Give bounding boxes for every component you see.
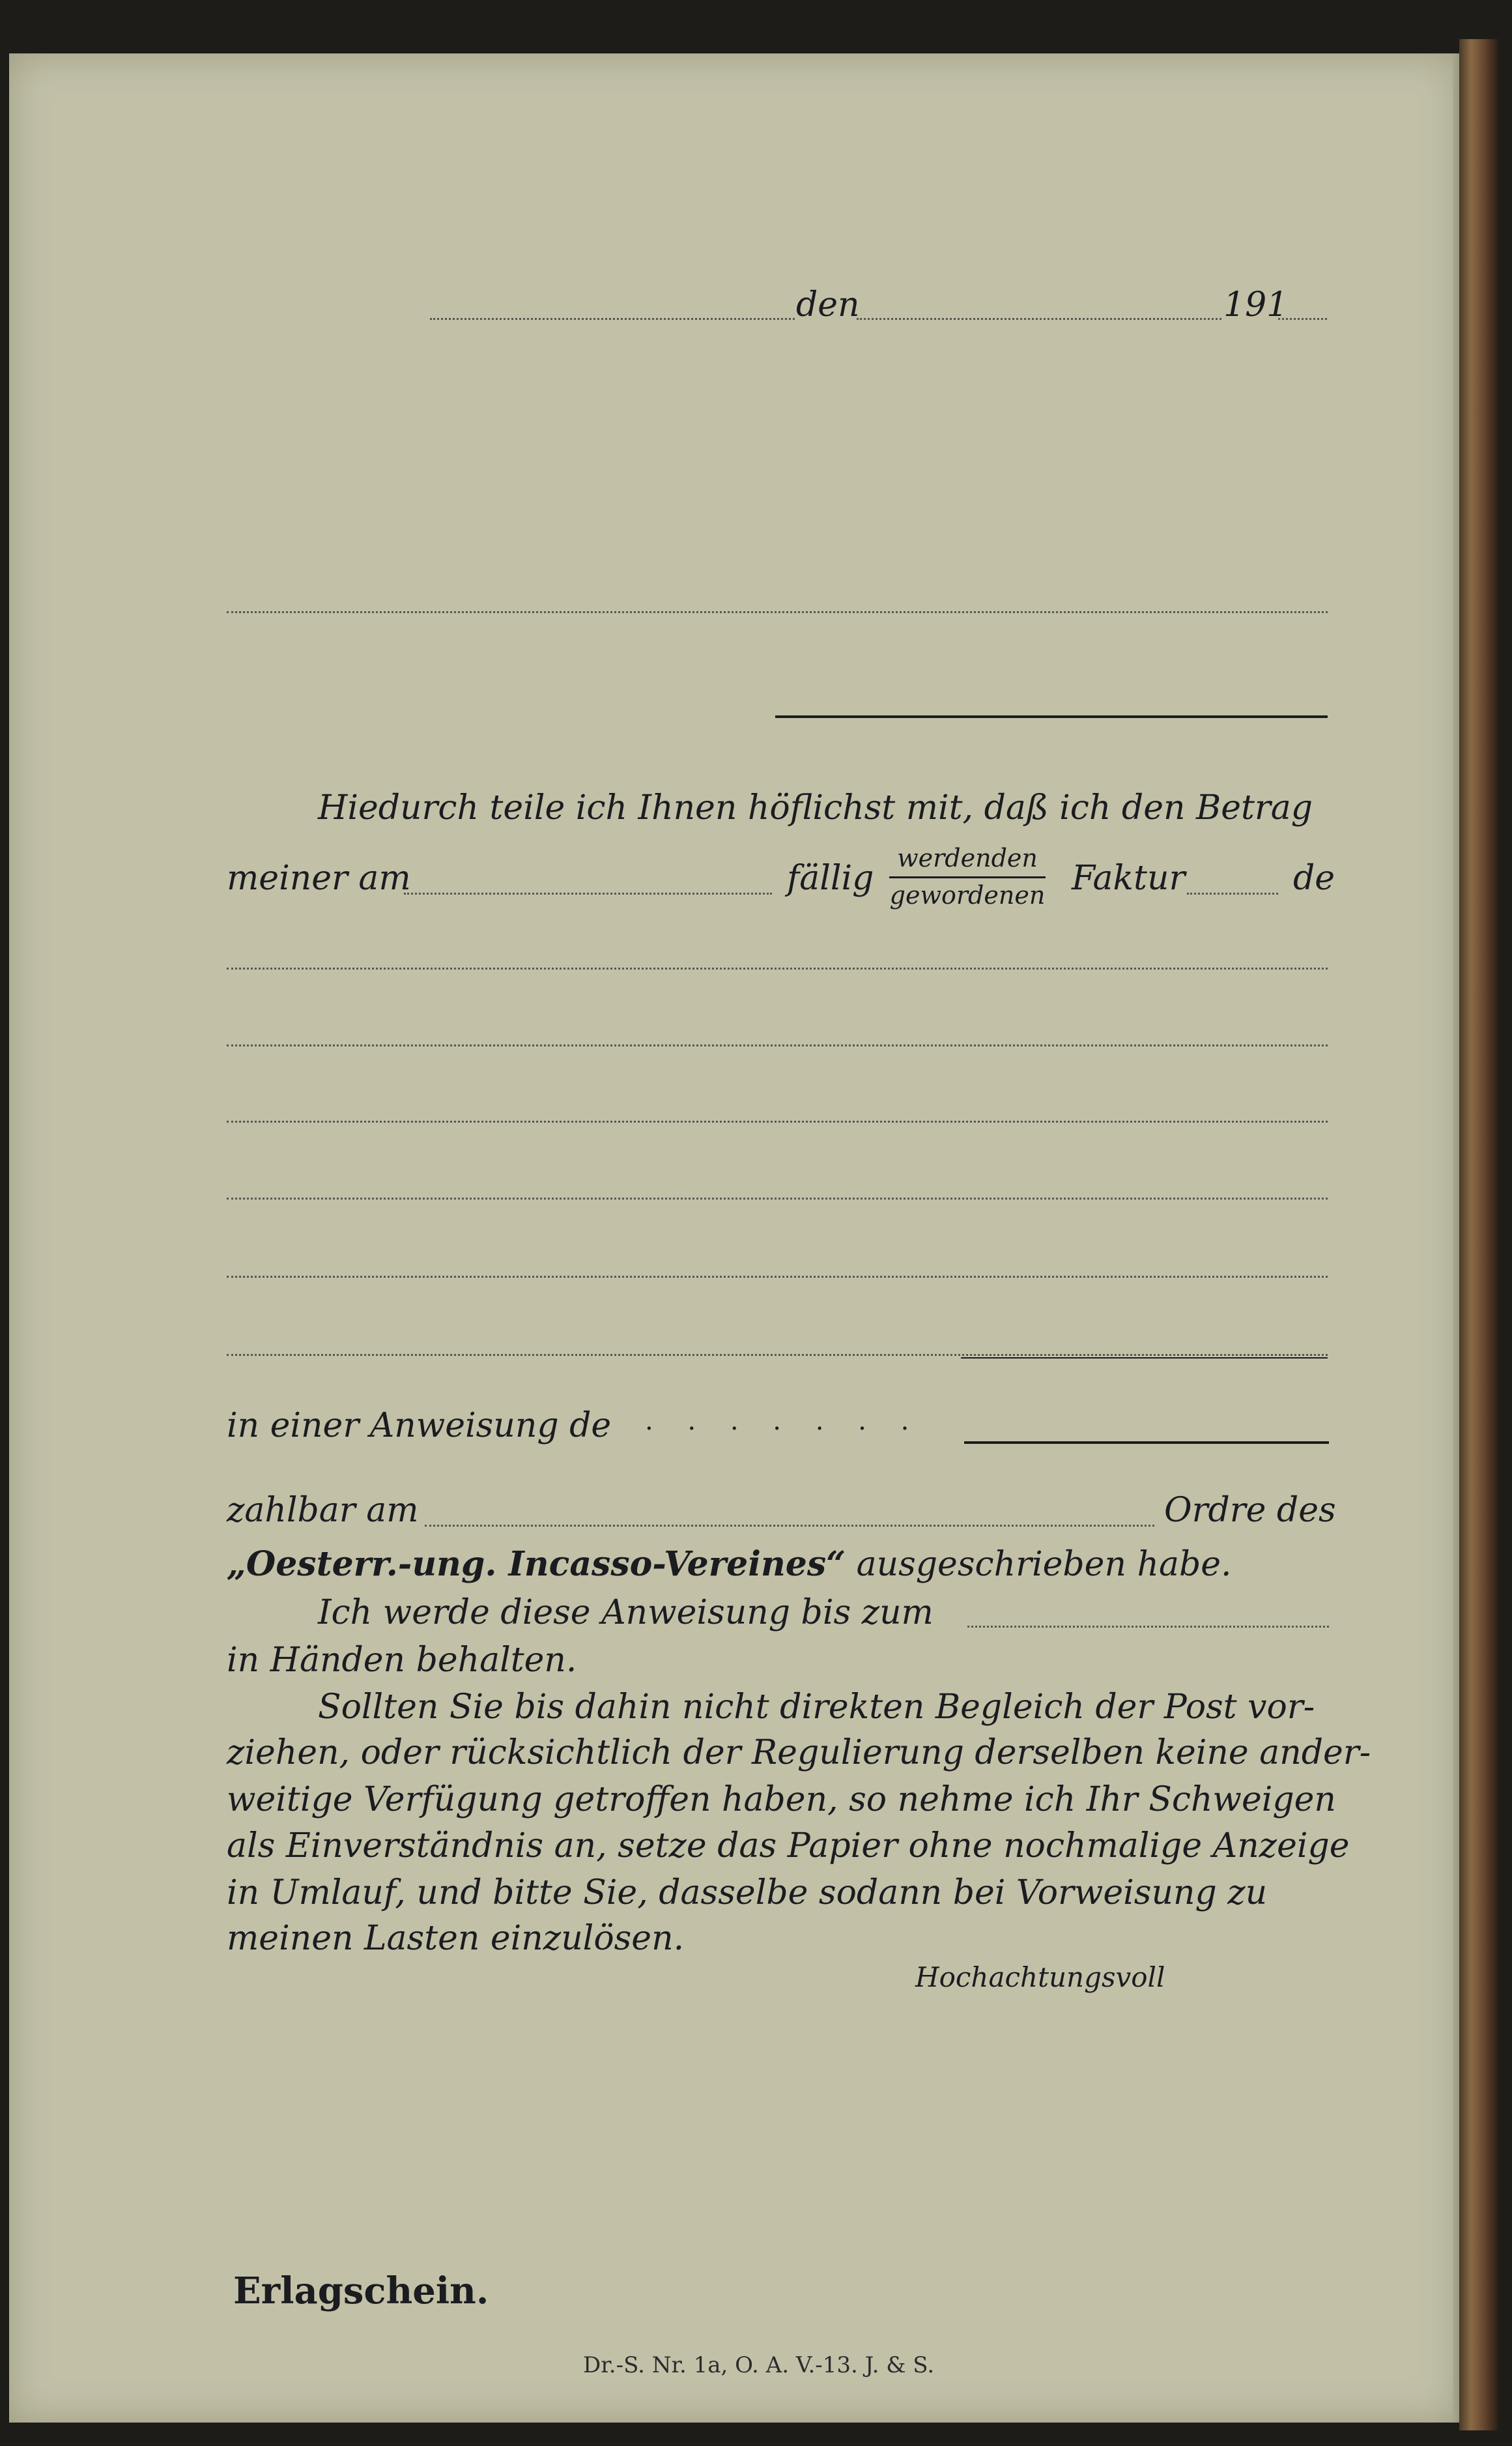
- body-line-2: in Händen behalten.: [227, 1641, 577, 1680]
- body-line-7: in Umlauf, und bitte Sie, dasselbe sodann bei Vorweisung zu: [227, 1873, 1268, 1912]
- verein-line: [227, 1544, 1232, 1584]
- year-field[interactable]: [1278, 318, 1327, 320]
- blank-underline: [961, 1357, 1328, 1359]
- payable-date-field[interactable]: [425, 1525, 1154, 1527]
- de-label: de: [1293, 859, 1335, 898]
- blank-line-6[interactable]: [227, 1354, 1328, 1356]
- faktur-label: Faktur: [1072, 859, 1186, 898]
- ausgeschrieben-text: ausgeschrieben habe.: [856, 1545, 1232, 1584]
- body-line-4: ziehen, oder rücksichtlich der Regulierung derselben keine ander-: [227, 1733, 1371, 1772]
- werdenden-option: werdenden: [897, 844, 1038, 872]
- book-spine: [1459, 39, 1498, 2430]
- imprint: Dr.-S. Nr. 1a, O. A. V.-13. J. & S.: [583, 2352, 935, 2378]
- due-date-field[interactable]: [404, 893, 772, 895]
- intro-line: Hiedurch teile ich Ihnen höflichst mit, daß ich den Betrag: [318, 788, 1313, 827]
- body-line-1: Ich werde diese Anweisung bis zum: [318, 1593, 934, 1632]
- zahlbar-am-label: zahlbar am: [227, 1491, 419, 1530]
- blank-line-5[interactable]: [227, 1276, 1328, 1278]
- meiner-am-label: meiner am: [227, 859, 411, 898]
- blank-line-1[interactable]: [227, 968, 1328, 970]
- date-field[interactable]: [857, 318, 1221, 320]
- recipient-line[interactable]: [227, 611, 1328, 613]
- amount-field[interactable]: [964, 1441, 1329, 1444]
- verein-name: „Oesterr.-ung. Incasso-Vereines“: [227, 1544, 846, 1584]
- blank-line-4[interactable]: [227, 1198, 1328, 1200]
- den-label: den: [796, 285, 860, 324]
- form-page: [9, 53, 1459, 2423]
- year-prefix: 191: [1223, 285, 1289, 324]
- faellig-label: fällig: [787, 859, 874, 898]
- place-field[interactable]: [430, 318, 795, 320]
- faktur-field[interactable]: [1187, 893, 1278, 895]
- hold-until-field[interactable]: [967, 1626, 1329, 1628]
- fraction-bar: [889, 876, 1046, 878]
- gewordenen-option: gewordenen: [889, 881, 1046, 910]
- body-line-3: Sollten Sie bis dahin nicht direkten Begleich der Post vor-: [318, 1688, 1315, 1727]
- body-line-5: weitige Verfügung getroffen haben, so nehme ich Ihr Schweigen: [227, 1780, 1336, 1819]
- ordre-des-label: Ordre des: [1164, 1491, 1336, 1530]
- anweisung-dots: . . . . . . .: [645, 1406, 922, 1436]
- closing: Hochachtungsvoll: [915, 1961, 1165, 1993]
- blank-line-2[interactable]: [227, 1044, 1328, 1046]
- anweisung-label: in einer Anweisung de: [227, 1406, 612, 1445]
- body-line-6: als Einverständnis an, setze das Papier ohne nochmalige Anzeige: [227, 1826, 1350, 1865]
- recipient-underline: [775, 715, 1328, 718]
- erlagschein-label: Erlagschein.: [233, 2269, 489, 2312]
- blank-line-3[interactable]: [227, 1121, 1328, 1123]
- body-line-8: meinen Lasten einzulösen.: [227, 1919, 685, 1958]
